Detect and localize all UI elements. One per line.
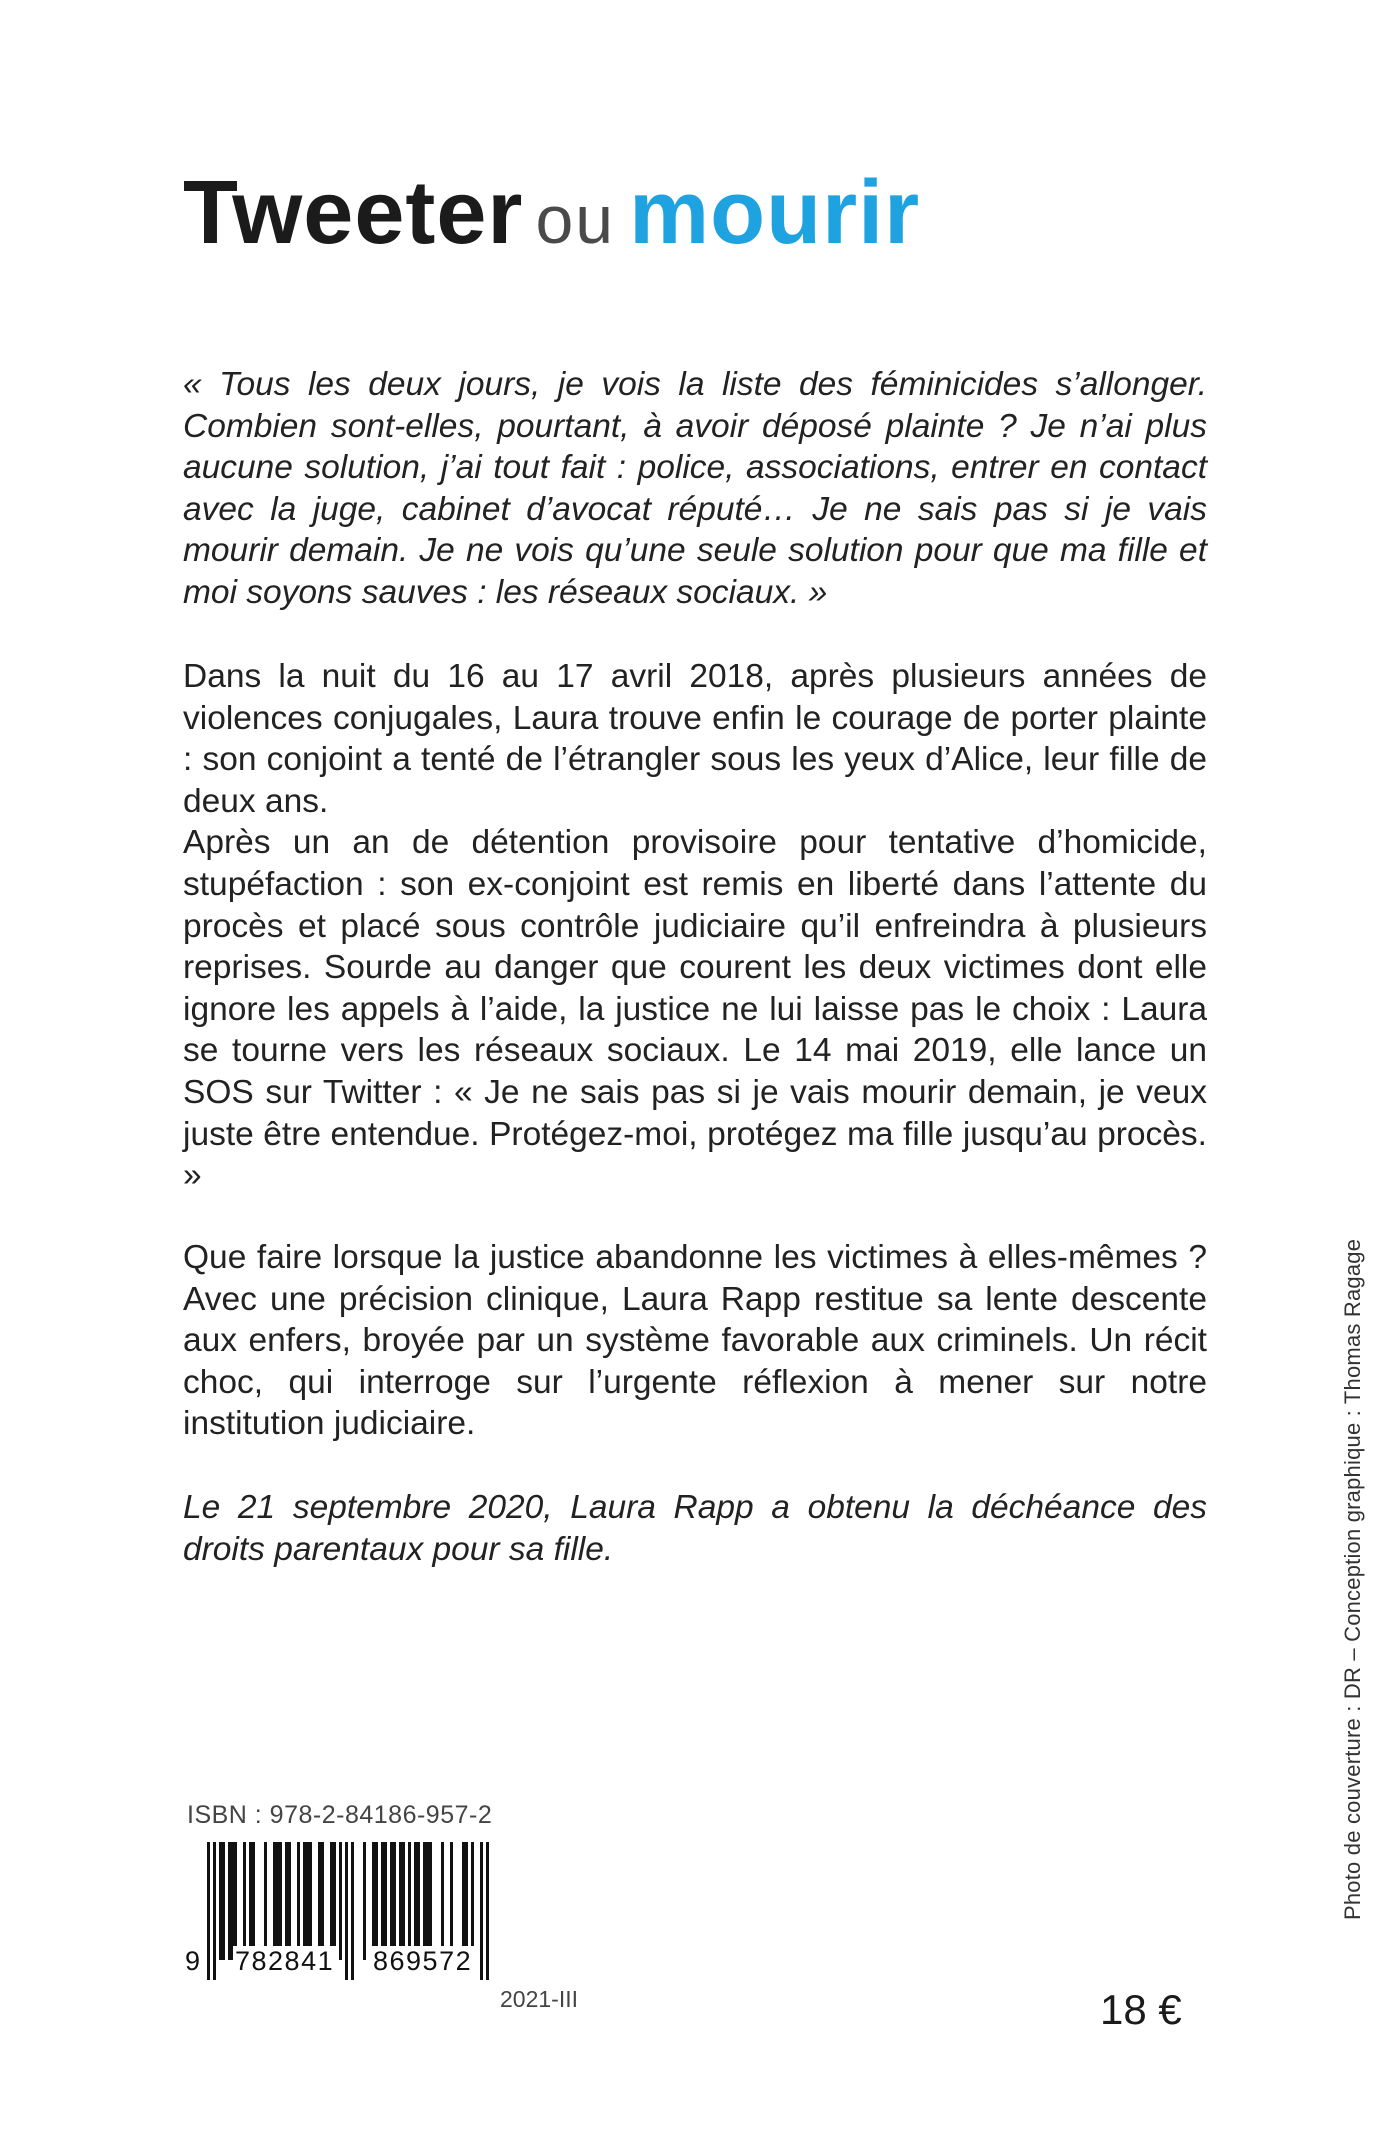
barcode-bar [339, 1842, 342, 1960]
barcode-bar [252, 1842, 255, 1960]
barcode-digits-right: 869572 [373, 1946, 473, 1976]
barcode-bar [384, 1842, 387, 1960]
barcode-bar [450, 1842, 453, 1960]
epilogue-paragraph: Le 21 septembre 2020, Laura Rapp a obtenu la déchéance des droits parentaux pour sa fille. [183, 1489, 1207, 1568]
barcode-bar [465, 1842, 468, 1960]
barcode-bar [285, 1842, 288, 1960]
barcode-digits [183, 1946, 503, 1986]
barcode-bar [381, 1842, 384, 1960]
barcode-bar [264, 1842, 267, 1960]
barcode-bar [303, 1842, 306, 1960]
barcode-bar [414, 1842, 417, 1960]
barcode-bar [375, 1842, 378, 1960]
barcode-bar [321, 1842, 324, 1960]
barcode-bar [306, 1842, 309, 1960]
barcode-bar [363, 1842, 366, 1960]
barcode-bar [273, 1842, 276, 1960]
barcode-bar [402, 1842, 405, 1960]
barcode-bar [219, 1842, 222, 1960]
barcode-bar [429, 1842, 432, 1960]
title-word-tweeter: Tweeter [183, 163, 524, 263]
barcode-bar [279, 1842, 282, 1960]
barcode-bar [243, 1842, 246, 1960]
barcode-bar [372, 1842, 375, 1960]
barcode-bar [288, 1842, 291, 1960]
barcode-bar [423, 1842, 426, 1960]
barcode-bar [441, 1842, 444, 1960]
barcode-bar [318, 1842, 321, 1960]
barcode-bar [390, 1842, 393, 1960]
story-text [183, 656, 1207, 1197]
barcode-bar [276, 1842, 279, 1960]
barcode-bar [228, 1842, 231, 1960]
isbn-label: ISBN : 978-2-84186-957-2 [187, 1801, 493, 1829]
book-title [183, 163, 921, 263]
story-paragraph-1: Dans la nuit du 16 au 17 avril 2018, après plusieurs années de violences conjugales, Laura trouve enfin le courage de porter plainte : son conjoint a tenté de l’étrangler sous les yeux d’Alice, leur fille de deux ans. [183, 658, 1207, 820]
barcode-bar [309, 1842, 312, 1960]
barcode-bar [408, 1842, 411, 1960]
opening-quote: « Tous les deux jours, je vois la liste des féminicides s’allonger. Combien sont-elles, pourtant, à avoir déposé plainte ? Je n’ai plus aucune solution, j’ai tout fait : police, associations, entrer en contact avec la juge, cabinet d’avocat réputé… Je ne sais pas si je vais mourir demain. Je ne vois qu’une seule solution pour que ma fille et moi soyons sauves : les réseaux sociaux. » [183, 366, 1207, 611]
summary-paragraph: Que faire lorsque la justice abandonne les victimes à elles-mêmes ? Avec une précision clinique, Laura Rapp restitue sa lente descente aux enfers, broyée par un système favorable aux criminels. Un récit choc, qui interroge sur l’urgente réflexion à mener sur notre institution judiciaire. [183, 1239, 1207, 1443]
barcode-digits-left: 782841 [235, 1946, 335, 1976]
barcode-bar [471, 1842, 474, 1960]
barcode-bar [297, 1842, 300, 1960]
title-word-ou: ou [535, 182, 616, 258]
barcode-bar [333, 1842, 336, 1960]
barcode-digit-first: 9 [185, 1946, 201, 1976]
barcode-bar [234, 1842, 237, 1960]
barcode-bar [330, 1842, 333, 1960]
barcode-bar [393, 1842, 396, 1960]
barcode-bar [222, 1842, 225, 1960]
barcode-bar [231, 1842, 234, 1960]
edition-code: 2021-III [500, 1986, 578, 2012]
barcode-bar [249, 1842, 252, 1960]
barcode-bar [462, 1842, 465, 1960]
title-word-mourir: mourir [629, 163, 921, 263]
cover-credit: Photo de couverture : DR – Conception graphique : Thomas Ragage [1340, 1238, 1365, 1920]
story-paragraph-2: Après un an de détention provisoire pour tentative d’homicide, stupéfaction : son ex-conjoint est remis en liberté dans l’attente du procès et placé sous contrôle judiciaire qu’il enfreindra à plusieurs reprises. Sourde au danger que courent les deux victimes dont elle ignore les appels à l’aide, la justice ne lui laisse pas le choix : Laura se tourne vers les réseaux sociaux. Le 14 mai 2019, elle lance un SOS sur Twitter : « Je ne sais pas si je vais mourir demain, je veux juste être entendue. Protégez-moi, protégez ma fille jusqu’au procès. » [183, 824, 1207, 1195]
barcode-bar [426, 1842, 429, 1960]
price-label: 18 € [1100, 1986, 1182, 2033]
barcode-bar [417, 1842, 420, 1960]
barcode-bar [399, 1842, 402, 1960]
